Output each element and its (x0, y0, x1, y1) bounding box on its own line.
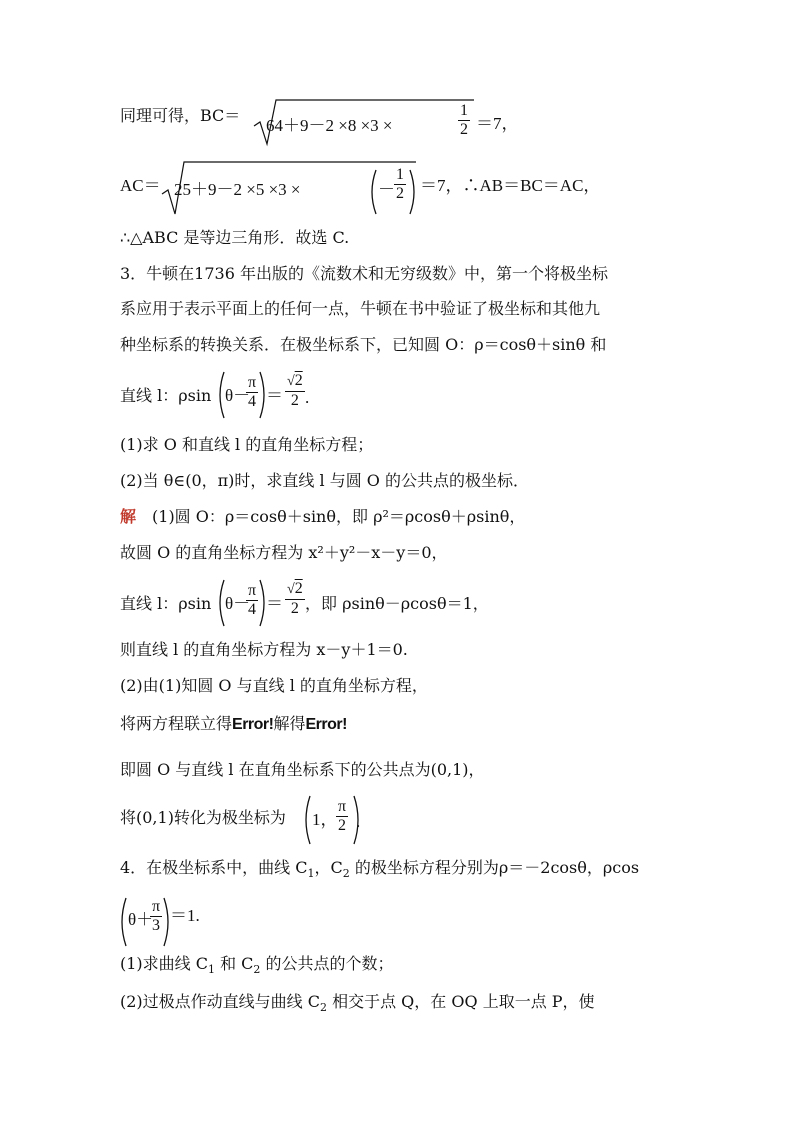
solution-line-l (120, 594, 211, 614)
frac-den: 4 (248, 601, 257, 618)
error-field-1: Error! (232, 716, 274, 733)
line-ac (120, 176, 161, 196)
ac-radicand: 25＋9－2 ×5 ×3 × (174, 180, 301, 199)
line-bc (120, 106, 240, 126)
theta-plus: θ＋ (128, 910, 154, 929)
eq-prefix: 直线 l：ρsin (120, 386, 212, 405)
p4-rest: 的极坐标方程分别为ρ＝－2cosθ，ρcos (349, 858, 640, 877)
sub-2: 2 (342, 867, 350, 881)
equals-one: ＝1. (170, 906, 200, 925)
solution-text: (1)圆 O：ρ＝cosθ＋sinθ，即 ρ²＝ρcosθ＋ρsinθ， (136, 507, 526, 526)
l17-frac (336, 798, 348, 835)
bc-suffix (476, 114, 519, 134)
q2-a: (2)过极点作动直线与曲线 C (120, 992, 320, 1011)
one-comma: 1， (312, 810, 338, 829)
question2: (2)当 θ∈(0，π)时，求直线 l 与圆 O 的公共点的极坐标． (120, 471, 529, 490)
frac-den: 2 (290, 392, 299, 409)
error-field-2: Error! (305, 716, 347, 733)
solution-part2: (2)由(1)知圆 O 与直线 l 的直角坐标方程， (120, 676, 428, 695)
bc-prefix: 同理可得，BC＝ (120, 106, 241, 125)
bc-frac (458, 102, 470, 139)
solution-line2: 故圆 O 的直角坐标方程为 x²＋y²－x－y＝0， (120, 543, 448, 562)
combine-text: 将两方程联立得 (120, 714, 233, 733)
sqrt2-radicand: 2 (294, 580, 303, 597)
l7-eq (266, 386, 283, 406)
l12-rest: ，即 ρsinθ－ρcosθ＝1， (305, 594, 489, 613)
sqrt2: √2 (285, 580, 305, 600)
frac-den: 3 (152, 917, 161, 934)
equals-sign: ＝ (266, 594, 283, 613)
solution-combine (120, 714, 347, 735)
frac-den: 2 (338, 817, 347, 834)
l12-rhs (285, 580, 305, 618)
theta-minus: θ－ (225, 386, 251, 405)
problem3-line2: 系应用于表示平面上的任何一点，牛顿在书中验证了极坐标和其他九 (120, 299, 601, 318)
l19-frac (150, 898, 162, 935)
problem4-q2 (120, 992, 595, 1018)
ac-frac (394, 166, 406, 203)
problem3-line3: 种坐标系的转换关系．在极坐标系下，已知圆 O：ρ＝cosθ＋sinθ 和 (120, 335, 607, 354)
problem4-q1 (120, 954, 394, 980)
frac-num: π (248, 582, 257, 599)
equals-sign: ＝ (266, 386, 283, 405)
l7-suffix (305, 388, 309, 408)
sub-2: 2 (320, 1001, 327, 1015)
theta-minus: θ－ (225, 594, 251, 613)
p4-mid: ，C (314, 858, 343, 877)
solution-line1 (120, 507, 525, 527)
ac-prefix: AC＝ (120, 176, 161, 195)
l7-frac (246, 374, 258, 411)
ac-suffix (420, 176, 600, 196)
minus-sign: － (378, 180, 395, 199)
conclusion-line: ∴△ABC 是等边三角形．故选 C. (120, 228, 350, 247)
ac-result: ＝7，∴AB＝BC＝AC， (420, 176, 601, 195)
l12-frac (246, 582, 258, 619)
frac-num: π (338, 798, 347, 815)
l17-inner (312, 810, 338, 830)
solution-marker: 解 (120, 507, 137, 526)
p4-text: 4．在极坐标系中，曲线 C (120, 858, 308, 877)
l12-suffix (305, 594, 489, 614)
q1-c: 的公共点的个数； (260, 954, 394, 973)
frac-den: 2 (460, 121, 468, 138)
frac-den: 2 (396, 185, 404, 202)
polar-prefix: 将(0,1)转化为极坐标为 (120, 808, 286, 827)
eq-prefix: 直线 l：ρsin (120, 594, 212, 613)
frac-num: π (248, 374, 257, 391)
frac-num: 1 (396, 166, 404, 183)
l7-rhs (285, 372, 305, 410)
q1-a: (1)求曲线 C (120, 954, 208, 973)
q2-b: 相交于点 Q，在 OQ 上取一点 P，使 (327, 992, 595, 1011)
frac-num: π (152, 898, 161, 915)
ac-minus (378, 180, 395, 200)
sub-2: 2 (253, 963, 261, 977)
sub-1: 1 (307, 867, 315, 881)
q1-b: 和 C (215, 954, 254, 973)
l17-suffix (356, 812, 360, 832)
problem3-line1: 3．牛顿在1736 年出版的《流数术和无穷级数》中，第一个将极坐标 (120, 264, 608, 283)
solution-line-cartesian: 则直线 l 的直角坐标方程为 x－y＋1＝0. (120, 640, 408, 659)
sub-1: 1 (208, 963, 215, 977)
solution-intersection: 即圆 O 与直线 l 在直角坐标系下的公共点为(0,1)， (120, 760, 485, 779)
sqrt2: √2 (285, 372, 305, 392)
frac-den: 4 (248, 393, 257, 410)
line-l-equation (120, 386, 211, 406)
problem4-line1 (120, 858, 639, 884)
solution-polar (120, 808, 286, 828)
l12-eq (266, 594, 283, 614)
frac-num: 1 (460, 102, 468, 119)
period: . (305, 388, 310, 407)
frac-den: 2 (290, 600, 299, 617)
solve-text: 解得 (273, 714, 306, 733)
ac-expr (174, 180, 301, 200)
bc-expr (266, 116, 393, 136)
bc-result: ＝7， (476, 114, 519, 133)
sqrt2-radicand: 2 (294, 372, 303, 389)
question1: (1)求 O 和直线 l 的直角坐标方程； (120, 435, 374, 454)
l19-suffix (170, 906, 200, 926)
period: . (356, 812, 361, 831)
bc-radicand: 64＋9－2 ×8 ×3 × (266, 116, 393, 135)
